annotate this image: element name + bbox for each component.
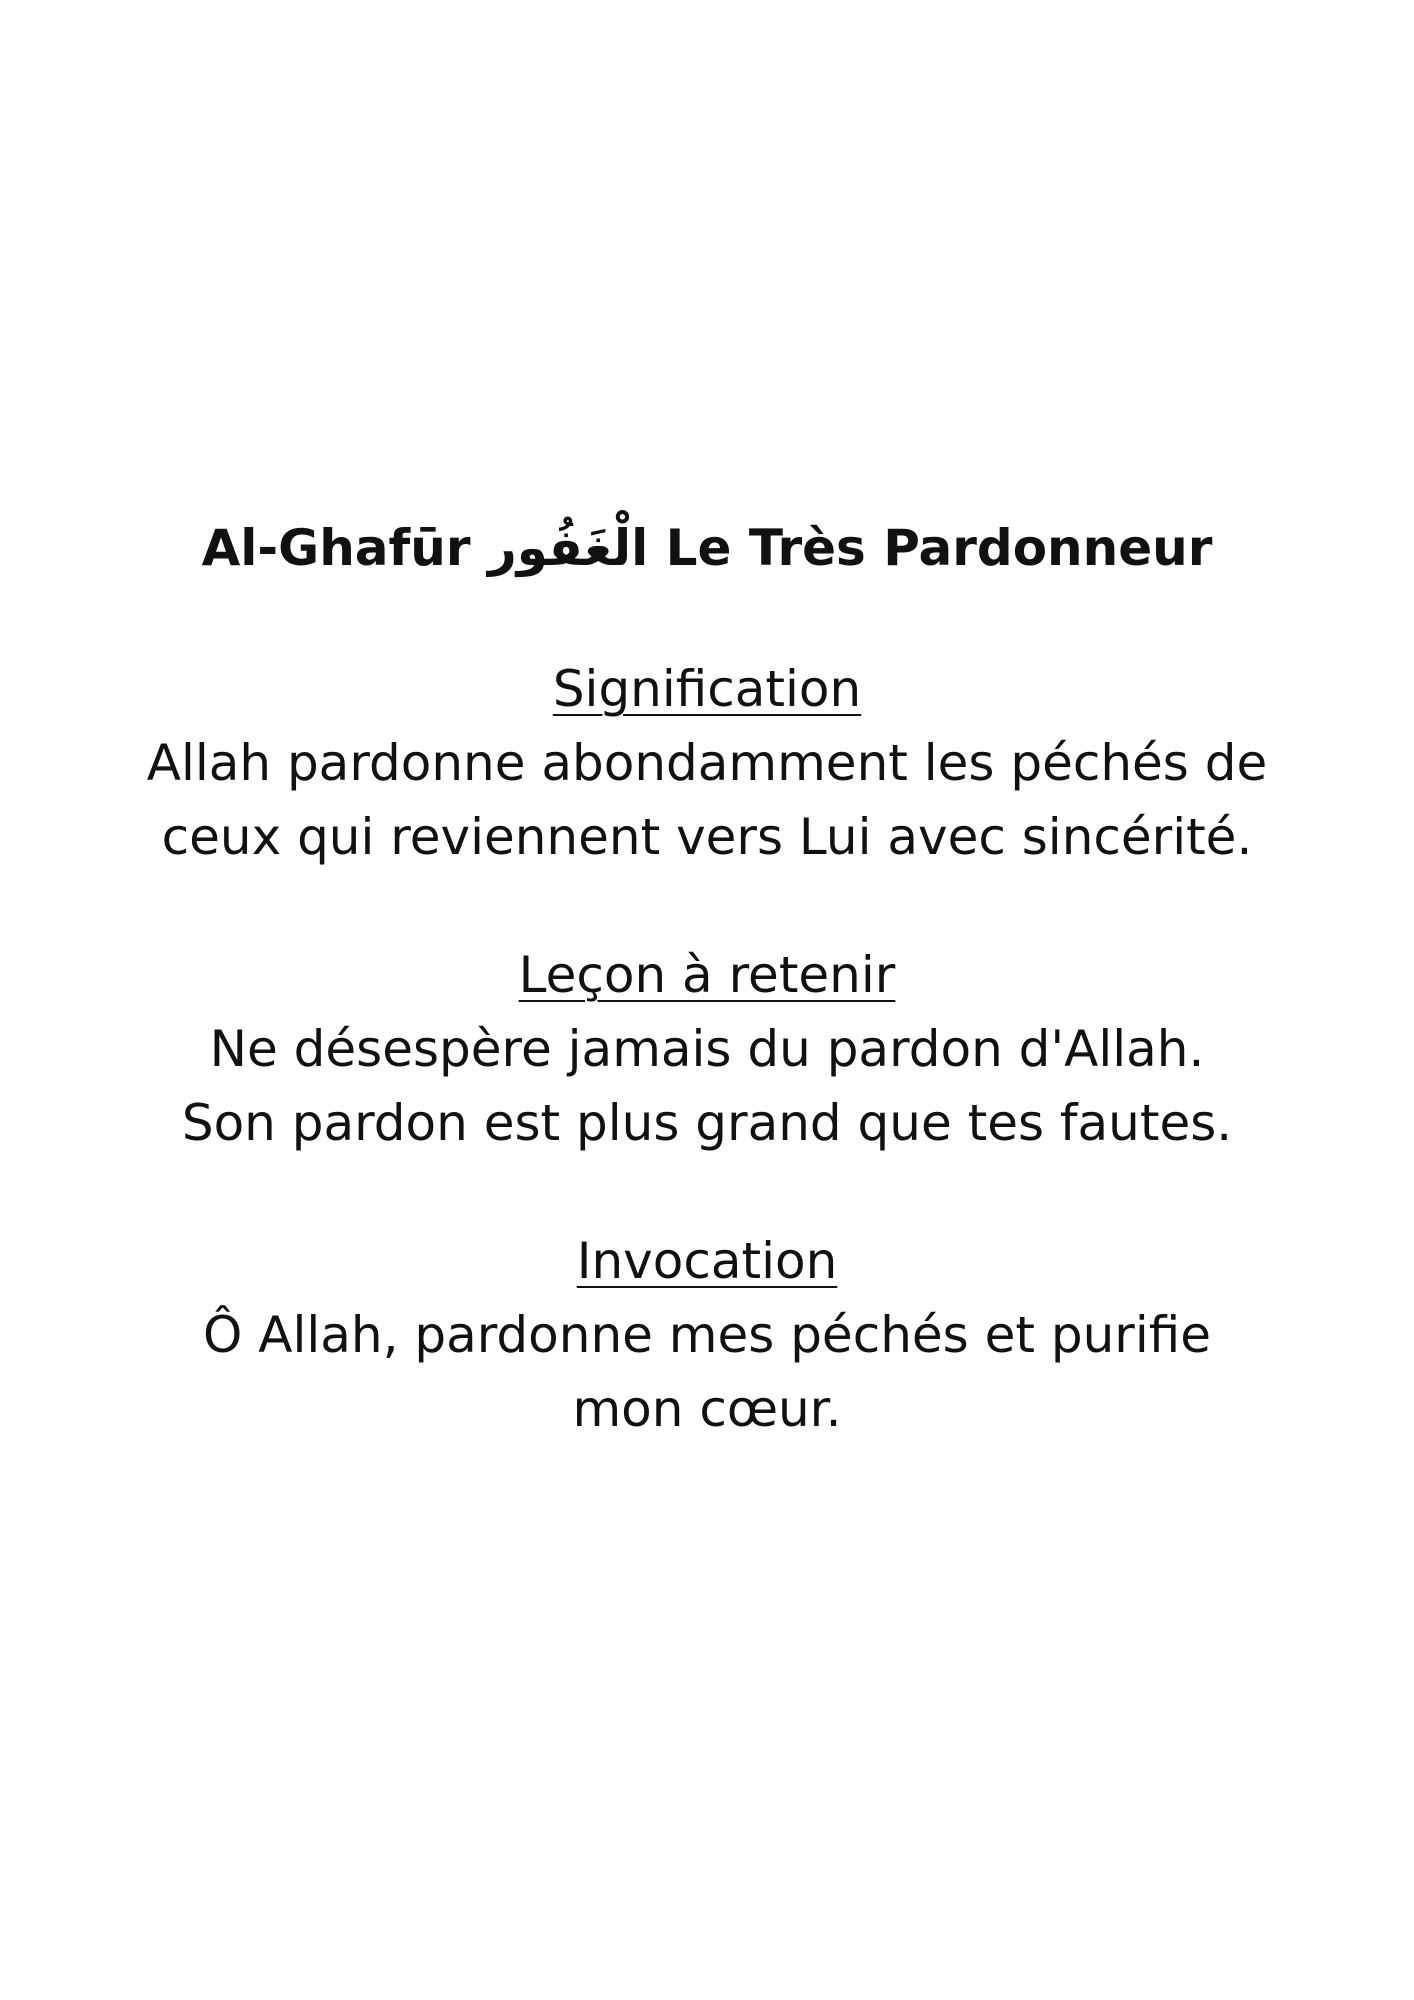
section-signification (0, 652, 1414, 874)
title-arabic: الْغَفُور (487, 519, 649, 577)
content (0, 508, 1414, 1446)
section-invocation (0, 1224, 1414, 1446)
section-text-line: ceux qui reviennent vers Lui avec sincérité. (161, 808, 1253, 866)
section-text-line: Allah pardonne abondamment les péchés de (146, 734, 1268, 792)
section-text-line: Ne désespère jamais du pardon d'Allah. (209, 1020, 1205, 1078)
section-text-line: Ô Allah, pardonne mes péchés et purifie (203, 1306, 1211, 1364)
page-title (0, 508, 1414, 588)
section-heading: Invocation (576, 1232, 838, 1290)
section-text-line: Son pardon est plus grand que tes fautes. (181, 1094, 1233, 1152)
section-heading: Leçon à retenir (518, 946, 896, 1004)
section-text-line: mon cœur. (572, 1380, 842, 1438)
section-lecon (0, 938, 1414, 1160)
title-french: Le Très Pardonneur (665, 519, 1213, 577)
title-latin: Al-Ghafūr (201, 519, 471, 577)
section-heading: Signification (552, 660, 862, 718)
